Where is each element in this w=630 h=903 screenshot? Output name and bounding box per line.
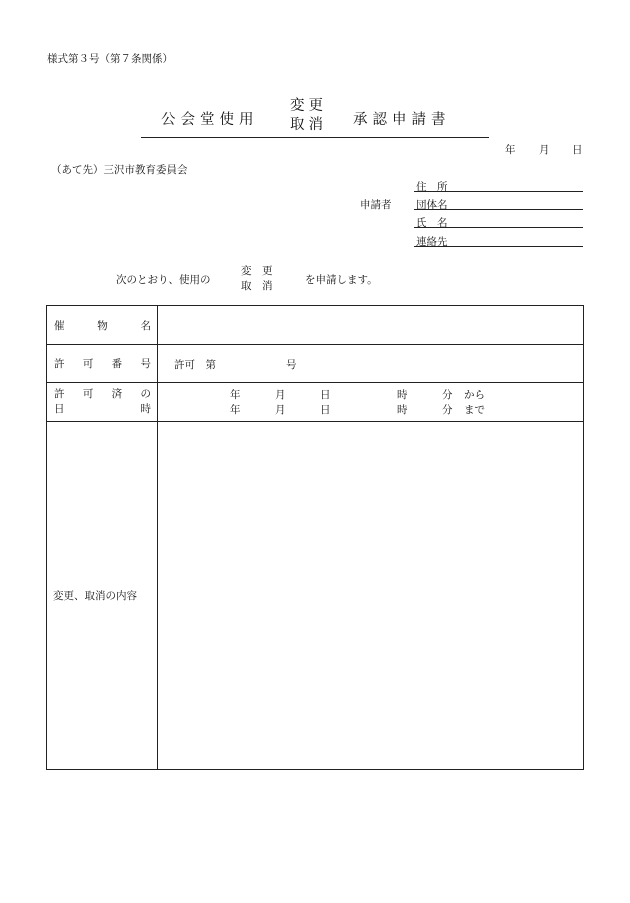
to-hour: 時	[397, 404, 408, 416]
permitted-datetime-field[interactable]	[158, 383, 584, 422]
statement-cancel: 取 消	[241, 280, 273, 292]
statement-after: を申請します。	[305, 274, 378, 286]
applicant-name-label: 氏 名	[416, 217, 448, 229]
from-year: 年	[230, 389, 241, 401]
statement-change-cancel-stack	[241, 264, 273, 294]
applicant-address-field[interactable]	[414, 191, 583, 192]
to-minute: 分	[442, 404, 453, 416]
to-suffix: まで	[464, 404, 485, 416]
change-content-field[interactable]	[158, 422, 584, 770]
applicant-label: 申請者	[360, 199, 392, 211]
permit-number-suffix: 号	[286, 359, 297, 371]
title-right: 承認申請書	[353, 112, 451, 128]
applicant-address-label: 住 所	[416, 181, 448, 193]
row-event-name	[47, 306, 584, 345]
to-day: 日	[320, 404, 331, 416]
permitted-datetime-label: 許 可 済 の 日 時	[47, 383, 158, 422]
to-year: 年	[230, 404, 241, 416]
title-change-cancel-stack	[290, 97, 327, 135]
date-day: 日	[572, 144, 583, 156]
date-year: 年	[505, 144, 516, 156]
from-month: 月	[275, 389, 286, 401]
event-name-field[interactable]	[158, 306, 584, 345]
addressee: （あて先）三沢市教育委員会	[51, 164, 188, 176]
applicant-group-field[interactable]	[414, 209, 583, 210]
row-permitted-datetime	[47, 383, 584, 422]
event-name-label: 催 物 名	[47, 306, 158, 345]
to-month: 月	[275, 404, 286, 416]
statement-change: 変 更	[241, 265, 273, 277]
title-left: 公会堂使用	[161, 112, 259, 128]
form-number: 様式第３号（第７条関係）	[47, 53, 173, 65]
row-change-content	[47, 422, 584, 770]
date-month: 月	[539, 144, 550, 156]
applicant-name-field[interactable]	[414, 227, 583, 228]
title-cancel: 取消	[290, 117, 327, 133]
from-minute: 分	[442, 389, 453, 401]
application-table	[46, 305, 584, 770]
applicant-contact-label: 連絡先	[416, 236, 448, 248]
title-change: 変更	[290, 98, 327, 114]
applicant-group-label: 団体名	[416, 199, 448, 211]
permit-number-label: 許 可 番 号	[47, 345, 158, 383]
title-underline	[141, 137, 489, 138]
applicant-contact-field[interactable]	[414, 246, 583, 247]
from-day: 日	[320, 389, 331, 401]
permit-number-field[interactable]	[158, 345, 584, 383]
change-content-label: 変更、取消の内容	[47, 422, 158, 770]
permit-number-prefix: 許可 第	[174, 359, 216, 371]
row-permit-number	[47, 345, 584, 383]
from-suffix: から	[464, 389, 485, 401]
from-hour: 時	[397, 389, 408, 401]
statement-before: 次のとおり、使用の	[116, 274, 211, 286]
